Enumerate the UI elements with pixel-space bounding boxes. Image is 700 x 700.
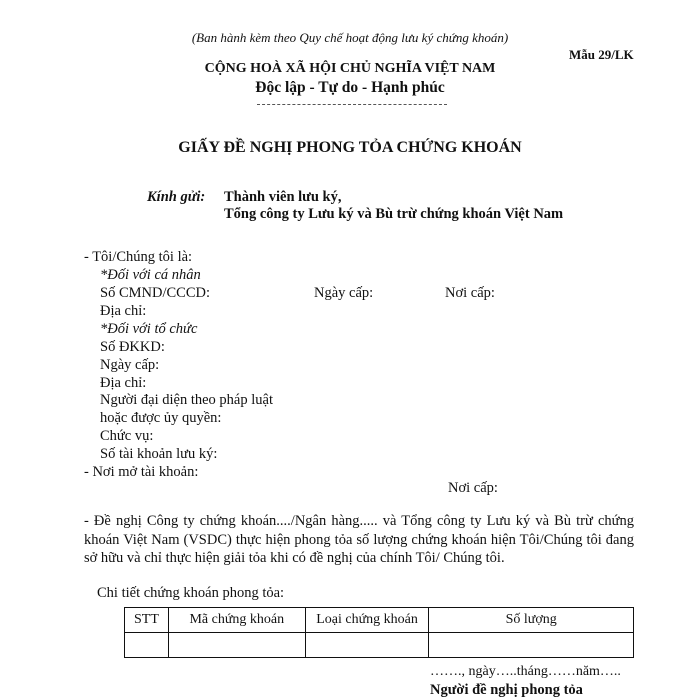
recipient-line-1: Thành viên lưu ký,: [224, 189, 342, 205]
org-address-label: Địa chỉ:: [100, 375, 147, 391]
issue-place-label: Nơi cấp:: [445, 285, 495, 301]
table-cell: [305, 633, 429, 658]
representative-label-line-2: hoặc được ủy quyền:: [100, 410, 222, 426]
country-name: CỘNG HOÀ XÃ HỘI CHỦ NGHĨA VIỆT NAM: [204, 61, 496, 76]
header-divider: [257, 104, 447, 105]
representative-label-line-1: Người đại diện theo pháp luật: [100, 392, 273, 408]
table-cell: [125, 633, 169, 658]
organization-heading: *Đối với tổ chức: [100, 321, 198, 337]
custody-account-label: Số tài khoản lưu ký:: [100, 446, 218, 462]
applicant-intro: - Tôi/Chúng tôi là:: [84, 249, 193, 265]
individual-heading: *Đối với cá nhân: [100, 267, 201, 283]
document-title: GIẤY ĐỀ NGHỊ PHONG TỎA CHỨNG KHOÁN: [178, 139, 522, 156]
signer-label: Người đề nghị phong tỏa: [430, 682, 583, 698]
account-issue-place-label: Nơi cấp:: [448, 480, 498, 496]
account-place-label: - Nơi mở tài khoản:: [84, 464, 199, 480]
table-header-cell: Số lượng: [429, 608, 634, 633]
recipient-line-2: Tổng công ty Lưu ký và Bù trừ chứng khoán Việt Nam: [224, 206, 564, 222]
business-registration-label: Số ĐKKD:: [100, 339, 165, 355]
table-header-cell: Mã chứng khoán: [168, 608, 305, 633]
table-row: [125, 633, 634, 658]
form-code: Mẫu 29/LK: [569, 47, 634, 62]
request-paragraph: - Đề nghị Công ty chứng khoán..../Ngân hàng..... và Tổng công ty Lưu ký và Bù trừ chứng khoán Việt Nam (VSDC) thực hiện phong tỏa số lượng chứng khoán hiện Tôi/Chúng tôi đang sở hữu và chỉ thực hiện giải tỏa khi có đề nghị của chính Tôi/ Chúng tôi.: [84, 513, 634, 566]
details-label: Chi tiết chứng khoán phong tỏa:: [97, 585, 285, 601]
table-cell: [429, 633, 634, 658]
table-header-cell: Loại chứng khoán: [305, 608, 429, 633]
issuance-note: (Ban hành kèm theo Quy chế hoạt động lưu ký chứng khoán): [191, 30, 509, 45]
recipient-label: Kính gửi:: [147, 189, 206, 205]
table-header-cell: STT: [125, 608, 169, 633]
securities-table: [124, 607, 634, 658]
table-header-row: [125, 608, 634, 633]
individual-address-label: Địa chỉ:: [100, 303, 147, 319]
position-label: Chức vụ:: [100, 428, 154, 444]
date-line: ……., ngày…..tháng……năm…..: [430, 664, 621, 679]
org-issue-date-label: Ngày cấp:: [100, 357, 160, 373]
national-motto: Độc lập - Tự do - Hạnh phúc: [255, 79, 445, 96]
table-cell: [168, 633, 305, 658]
id-number-label: Số CMND/CCCD:: [100, 285, 210, 301]
issue-date-label: Ngày cấp:: [314, 285, 374, 301]
